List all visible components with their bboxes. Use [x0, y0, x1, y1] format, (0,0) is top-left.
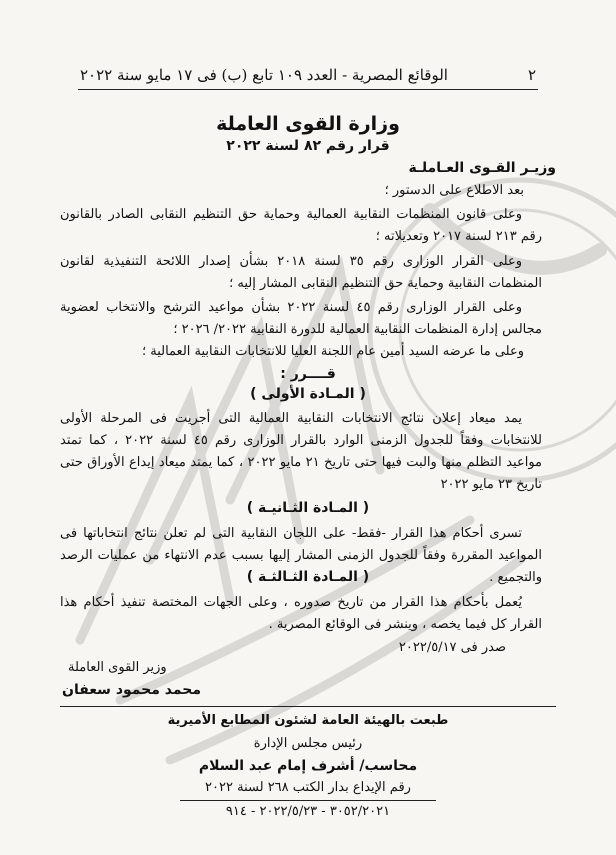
minister-heading: وزيـر القـوى العـاملـة	[408, 160, 556, 176]
header-rule	[78, 89, 538, 90]
decides-heading: قــــرر :	[280, 366, 336, 382]
printer-line: طبعت بالهيئة العامة لشئون المطابع الأميرية	[167, 713, 449, 728]
preamble-paragraph: وعلى القرار الوزارى رقم ٣٥ لسنة ٢٠١٨ بشأن إصدار اللائحة التنفيذية لقانون المنظمات النقابية وحماية حق التنظيم النقابى المشار إليه ؛	[60, 254, 542, 291]
accountant-line: محاسب/ أشرف إمام عبد السلام	[198, 758, 418, 774]
article-text: تسرى أحكام هذا القرار -فقط- على اللجان النقابية التى لم تعلن نتائج انتخاباتها فى المواعيد المقررة وفقاً للجدول الزمنى المشار إليها بسبب عدم الانتهاء من عمليات الرصد والتجميع .	[60, 526, 542, 585]
preamble-paragraph: وعلى قانون المنظمات النقابية العمالية وحماية حق التنظيم النقابى الصادر بالقانون رقم ٢١٣ لسنة ٢٠١٧ وتعديلاته ؛	[60, 207, 542, 244]
decision-title: قرار رقم ٨٢ لسنة ٢٠٢٢	[226, 138, 390, 154]
preamble-line: وعلى ما عرضه السيد أمين عام اللجنة العليا للانتخابات النقابية العمالية ؛	[141, 344, 524, 359]
gazette-issue-line: الوقائع المصرية - العدد ١٠٩ تابع (ب) فى ١٧ مايو سنة ٢٠٢٢	[80, 66, 448, 84]
signatory-name: محمد محمود سعفان	[62, 682, 202, 698]
article-heading: ( المـادة الأولى )	[250, 386, 366, 402]
article-heading: ( المـادة الثـالثـة )	[246, 569, 370, 585]
page-number: ٢	[527, 66, 536, 84]
imprint-rule	[180, 800, 436, 801]
article-heading: ( المـادة الثـانيـة )	[246, 500, 370, 516]
print-code-line: ٣٠٥٢/٢٠٢١ - ٢٠٢٢/٥/٢٣ - ٩١٤	[225, 804, 391, 819]
article-text: يمد ميعاد إعلان نتائج الانتخابات النقابية العمالية التى أجريت فى المرحلة الأولى للانتخابات وفقاً للجدول الزمنى الوارد بالقرار الوزارى رقم ٤٥ لسنة ٢٠٢٢ ، كما تمتد مواعيد التظلم منها والبت فيها حتى تاريخ ٢١ مايو ٢٠٢٢ ، كما يمتد ميعاد إيداع الأوراق حتى تاريخ ٢٣ مايو ٢٠٢٢	[60, 411, 543, 492]
ministry-title: وزارة القوى العاملة	[216, 113, 400, 135]
issue-date: صدر فى ٢٠٢٢/٥/١٧	[398, 640, 506, 655]
preamble-paragraph: وعلى القرار الوزارى رقم ٤٥ لسنة ٢٠٢٢ بشأن مواعيد الترشح والانتخاب لعضوية مجالس إدارة المنظمات النقابية العمالية للدورة النقابية ٢٠٢٢/ ٢٠٢٦ ؛	[60, 300, 542, 337]
preamble-line: بعد الاطلاع على الدستور ؛	[384, 183, 524, 198]
article-text: يُعمل بأحكام هذا القرار من تاريخ صدوره ، وعلى الجهات المختصة تنفيذ أحكام هذا القرار كل فيما يخصه ، وينشر فى الوقائع المصرية .	[60, 595, 542, 632]
footer-rule	[60, 706, 556, 707]
deposit-line: رقم الإيداع بدار الكتب ٢٦٨ لسنة ٢٠٢٢	[205, 780, 411, 795]
signatory-title: وزير القوى العاملة	[68, 660, 167, 675]
board-chair-line: رئيس مجلس الإدارة	[253, 736, 363, 751]
running-header	[80, 64, 536, 86]
